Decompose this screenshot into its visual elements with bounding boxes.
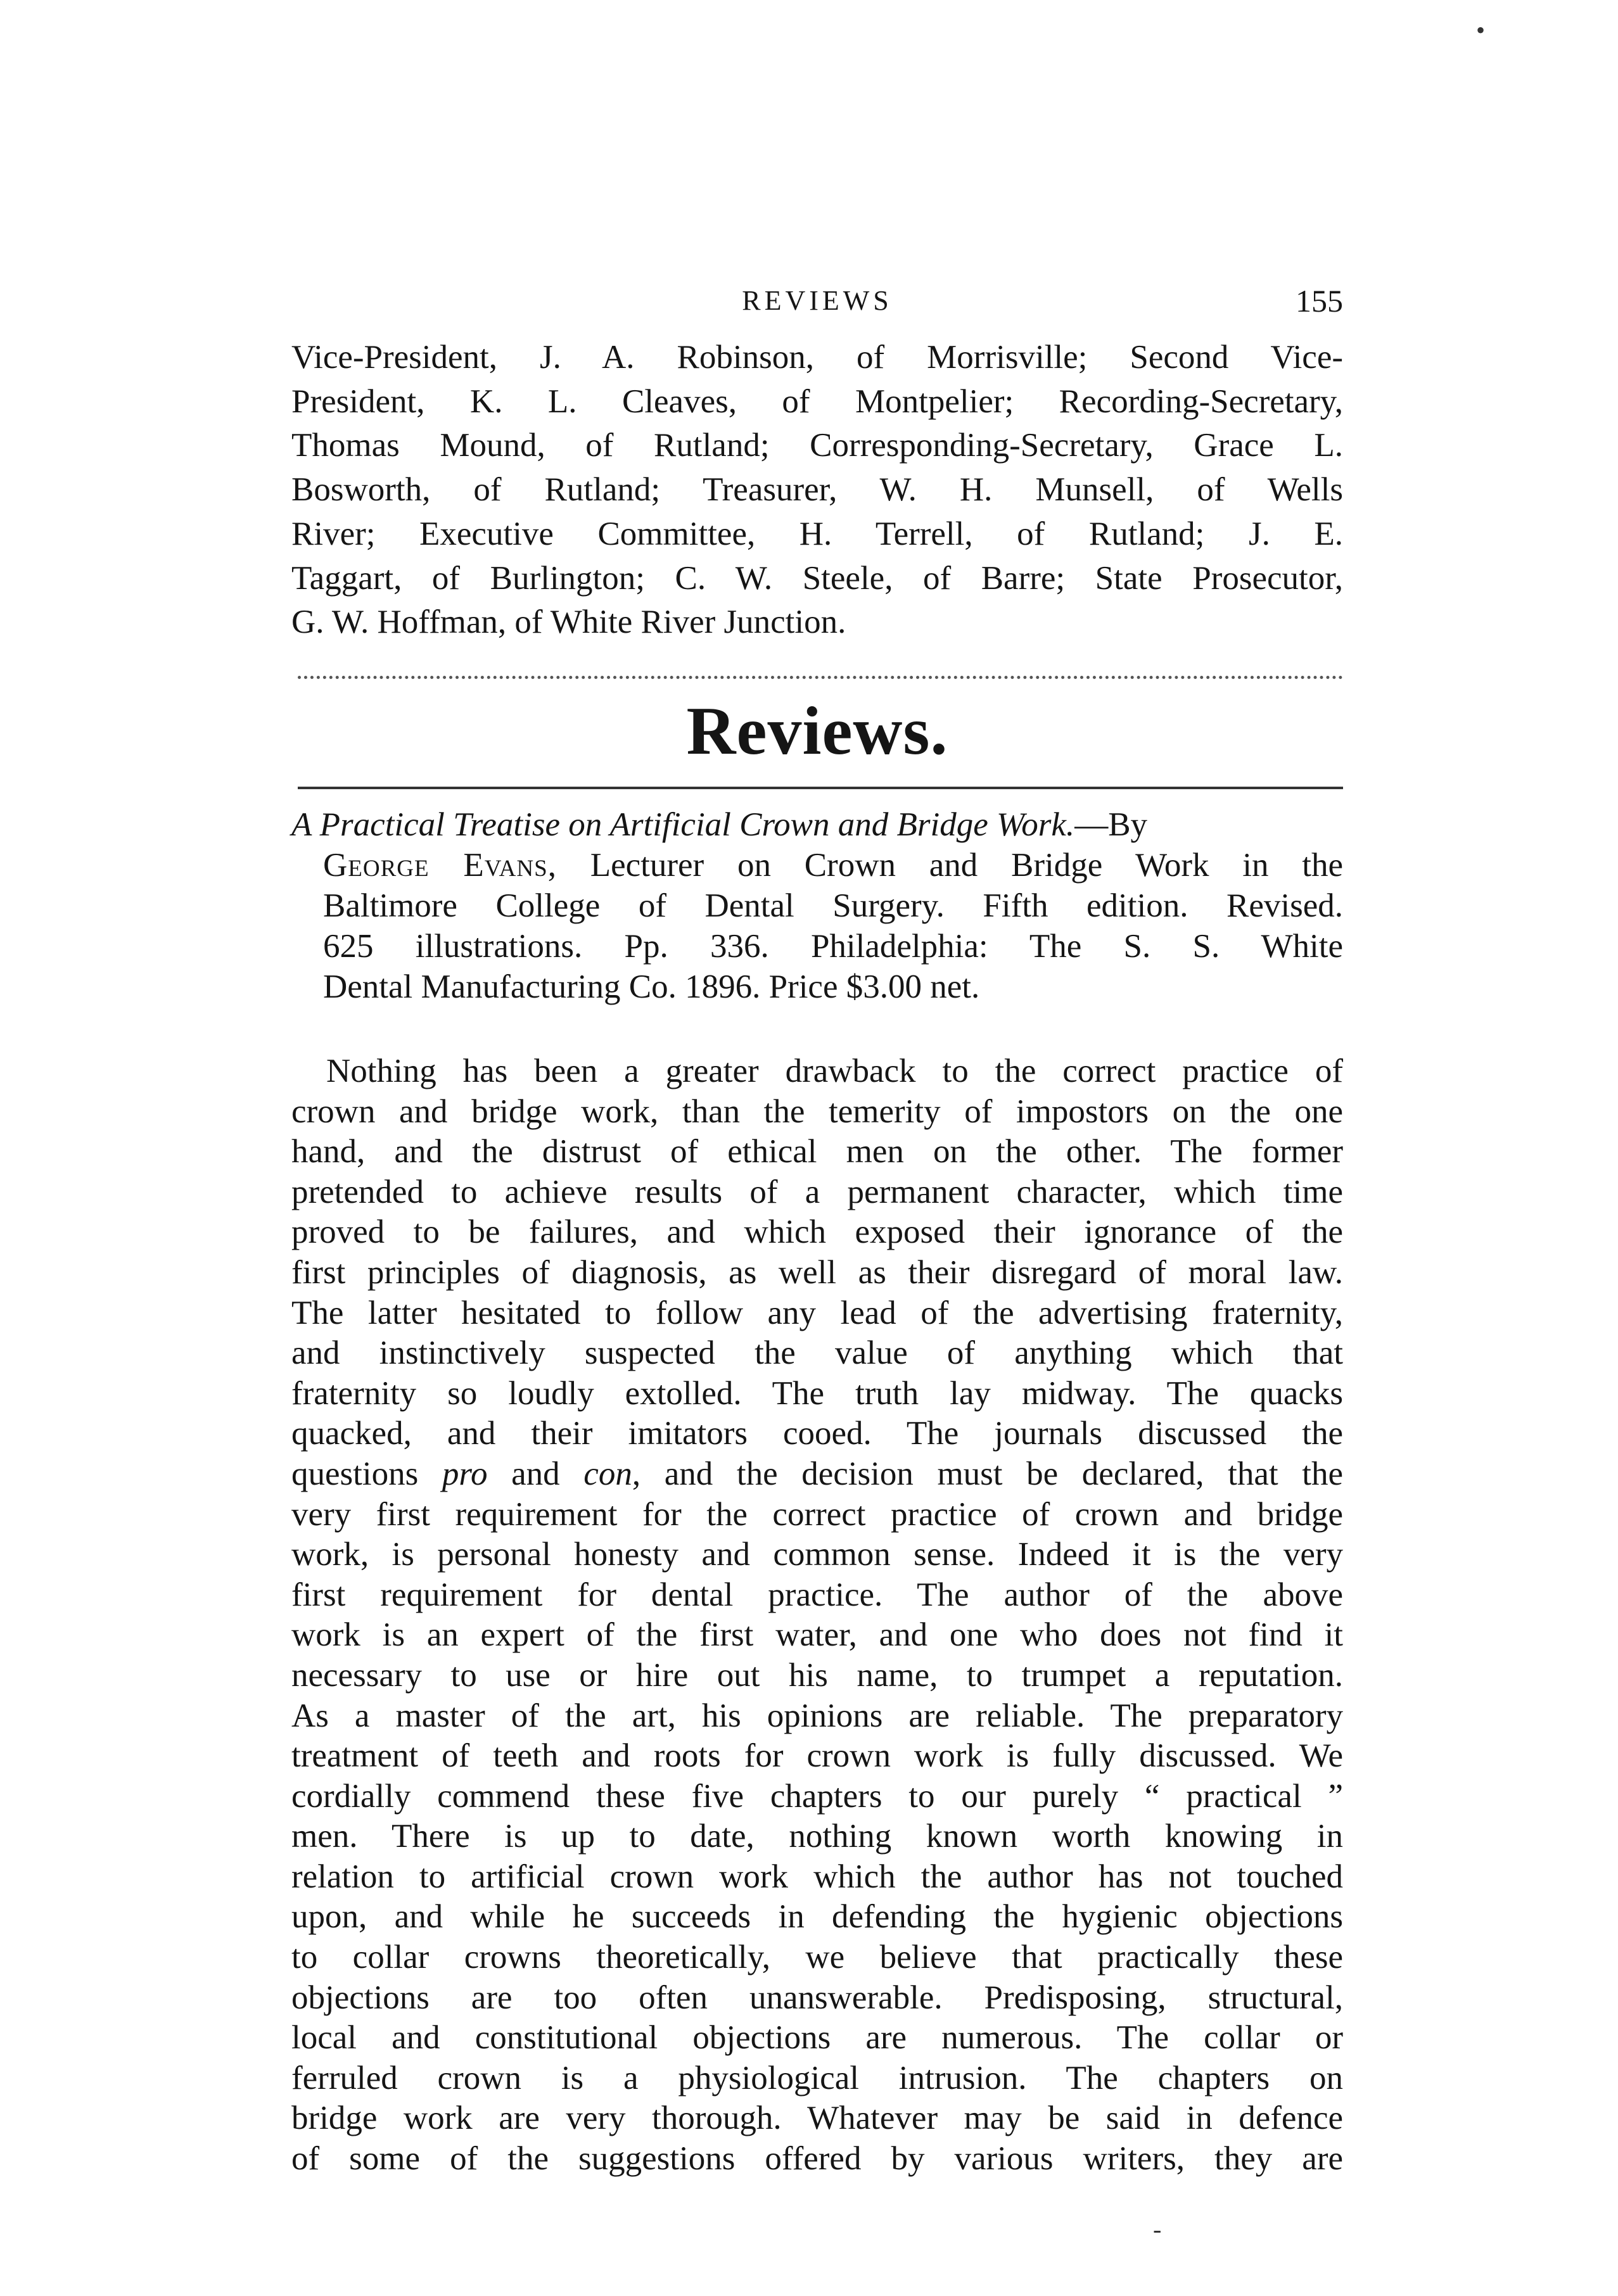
review-body (291, 1051, 1343, 2179)
citation-author-role: Lecturer on Crown and Bridge Work in the (556, 847, 1343, 884)
citation-line (291, 845, 1343, 885)
review-line: cordially commend these five chapters to our purely “ practical ” (291, 1777, 1343, 1815)
review-line: treatment of teeth and roots for crown work is fully discussed. We (291, 1737, 1343, 1775)
review-text: questions (291, 1455, 442, 1492)
running-head (291, 279, 1343, 323)
review-line: local and constitutional objections are numerous. The collar or (291, 2019, 1343, 2057)
review-line: very first requirement for the correct practice of crown and bridge (291, 1495, 1343, 1533)
running-title: REVIEWS (742, 285, 893, 316)
citation-line (291, 804, 1343, 845)
officers-line: G. W. Hoffman, of White River Junction. (291, 604, 846, 641)
review-line: hand, and the distrust of ethical men on the other. The former (291, 1133, 1343, 1170)
citation-by: —By (1074, 806, 1148, 843)
review-line: bridge work are very thorough. Whatever may be said in defence (291, 2100, 1343, 2137)
review-line: first requirement for dental practice. The author of the above (291, 1576, 1343, 1613)
review-line: fraternity so loudly extolled. The truth lay midway. The quacks (291, 1374, 1343, 1412)
section-heading: Reviews. (686, 694, 948, 769)
review-line: The latter hesitated to follow any lead of the advertising fraternity, (291, 1294, 1343, 1331)
officers-line: Vice-President, J. A. Robinson, of Morrisville; Second Vice- (291, 339, 1343, 376)
review-line: ferruled crown is a physiological intrusion. The chapters on (291, 2059, 1343, 2096)
book-citation (291, 804, 1343, 1007)
book-title: A Practical Treatise on Artificial Crown and Bridge Work. (291, 806, 1075, 843)
officers-paragraph (291, 336, 1343, 645)
review-line: proved to be failures, and which exposed their ignorance of the (291, 1214, 1343, 1251)
review-line: to collar crowns theoretically, we believe that practically these (291, 1939, 1343, 1976)
review-line: pretended to achieve results of a permanent character, which time (291, 1173, 1343, 1210)
review-line: necessary to use or hire out his name, to trumpet a reputation. (291, 1656, 1343, 1694)
latin-con: con (583, 1455, 632, 1492)
review-line: first principles of diagnosis, as well as their disregard of moral law. (291, 1253, 1343, 1291)
review-text: , and the decision must be declared, that the (632, 1455, 1343, 1492)
corner-mark: • (1476, 16, 1486, 44)
review-line: Nothing has been a greater drawback to the correct practice of (326, 1053, 1343, 1089)
review-line: As a master of the art, his opinions are reliable. The preparatory (291, 1697, 1343, 1734)
latin-pro: pro (442, 1455, 488, 1492)
citation-line: Dental Manufacturing Co. 1896. Price $3.00 net. (323, 968, 980, 1005)
bottom-mark: - (1153, 2215, 1162, 2243)
officers-line: Thomas Mound, of Rutland; Corresponding-Secretary, Grace L. (291, 427, 1343, 464)
review-line: and instinctively suspected the value of anything which that (291, 1335, 1343, 1372)
citation-line: 625 illustrations. Pp. 336. Philadelphia: The S. S. White (323, 928, 1343, 965)
review-line: relation to artificial crown work which the author has not touched (291, 1858, 1343, 1895)
review-line: quacked, and their imitators cooed. The journals discussed the (291, 1415, 1343, 1452)
section-divider-dotted (298, 676, 1343, 679)
book-author: George Evans, (323, 847, 557, 884)
review-line: crown and bridge work, than the temerity of impostors on the one (291, 1093, 1343, 1130)
citation-line: Baltimore College of Dental Surgery. Fifth edition. Revised. (323, 887, 1343, 924)
page-number: 155 (1296, 283, 1343, 319)
review-line: work, is personal honesty and common sense. Indeed it is the very (291, 1536, 1343, 1573)
review-line: upon, and while he succeeds in defending the hygienic objections (291, 1898, 1343, 1936)
review-line: of some of the suggestions offered by various writers, they are (291, 2140, 1343, 2178)
officers-line: President, K. L. Cleaves, of Montpelier; Recording-Secretary, (291, 383, 1343, 420)
section-divider-solid (298, 787, 1343, 789)
review-line: men. There is up to date, nothing known worth knowing in (291, 1818, 1343, 1855)
review-line-pro-con (291, 1454, 1343, 1495)
review-line: work is an expert of the first water, and one who does not find it (291, 1616, 1343, 1654)
officers-line: Bosworth, of Rutland; Treasurer, W. H. Munsell, of Wells (291, 471, 1343, 509)
review-text: and (487, 1455, 584, 1492)
officers-line: River; Executive Committee, H. Terrell, of Rutland; J. E. (291, 515, 1343, 552)
officers-line: Taggart, of Burlington; C. W. Steele, of Barre; State Prosecutor, (291, 559, 1343, 597)
review-line: objections are too often unanswerable. Predisposing, structural, (291, 1979, 1343, 2016)
